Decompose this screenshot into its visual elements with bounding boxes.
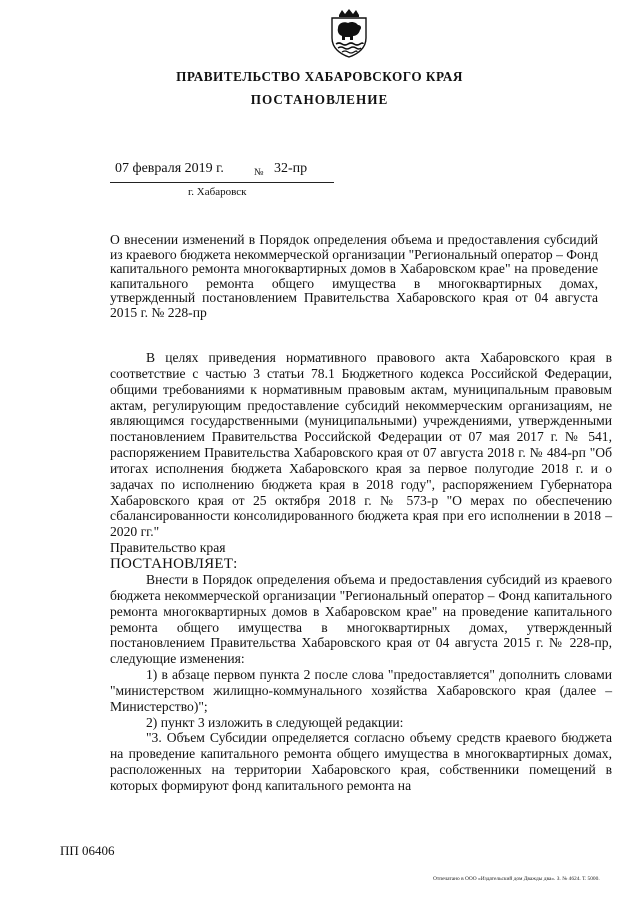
item-3: "3. Объем Субсидии определяется согласно объему средств краевого бюджета на проведение капитального ремонта общего имущества в многоквартирных домах, расположенных на территории Хабаровского края, собственники помещений в которых формируют фонд капитального ремонта на [110,730,612,793]
print-imprint: Отпечатано в ООО «Издательский дом Дважды два». З. № 4624. Т. 5000. [433,876,600,882]
decree-word: ПОСТАНОВЛЯЕТ: [110,555,238,572]
item-1: 1) в абзаце первом пункта 2 после слова "предоставляется" дополнить словами "министерством жилищно-коммунального хозяйства Хабаровского края (далее – Министерство)"; [110,667,612,714]
item-2: 2) пункт 3 изложить в следующей редакции: [146,714,404,730]
city: г. Хабаровск [188,186,247,198]
government-title: ПРАВИТЕЛЬСТВО ХАБАРОВСКОГО КРАЯ [176,69,463,84]
document-body [110,350,612,794]
subject-text: О внесении изменений в Порядок определения объема и предоставления субсидий из краевого бюджета некоммерческой организации "Региональный оператор – Фонд капитального ремонта многоквартирных домов в Хабаровском крае" на проведение капитального ремонта общего имущества в многоквартирных домах, утвержденный постановлением Правительства Хабаровского края от 04 августа 2015 г. № 228-пр [110,232,598,320]
document-code: ПП 06406 [60,843,115,858]
document-number: 32-пр [274,161,308,176]
date-number-line [110,160,334,183]
preamble-paragraph: В целях приведения нормативного правового акта Хабаровского края в соответствие с частью 3 статьи 78.1 Бюджетного кодекса Российской Федерации, общими требованиями к нормативным правовым актам, муниципальным правовым актам, регулирующим предоставление субсидий некоммерческим организациям, не являющимся государственными (муниципальными) учреждениями, утвержденными постановлением Правительства Российской Федерации от 07 мая 2017 г. № 541, распоряжением Правительства Хабаровского края от 07 августа 2018 г. № 484-рп "Об итогах исполнения бюджета Хабаровского края за первое полугодие 2018 г. и о задачах по исполнению бюджета края в 2018 году", распоряжением Губернатора Хабаровского края от 25 октября 2018 г. № 573-р "О мерах по обеспечению сбалансированности консолидированного бюджета края при его исполнении в 2018 – 2020 гг." [110,350,612,540]
number-sign: № [254,167,264,178]
document-date: 07 февраля 2019 г. [115,161,224,176]
authority-line: Правительство края [110,540,226,556]
coat-of-arms-icon [326,8,372,58]
document-type: ПОСТАНОВЛЕНИЕ [250,92,389,107]
main-paragraph: Внести в Порядок определения объема и предоставления субсидий из краевого бюджета некоммерческой организации "Региональный оператор – Фонд капитального ремонта многоквартирных домов в Хабаровском крае" на проведение капитального ремонта общего имущества в многоквартирных домах, утвержденный постановлением Правительства Хабаровского края от 04 августа 2015 г. № 228-пр, следующие изменения: [110,571,612,667]
document-subject [110,233,598,320]
